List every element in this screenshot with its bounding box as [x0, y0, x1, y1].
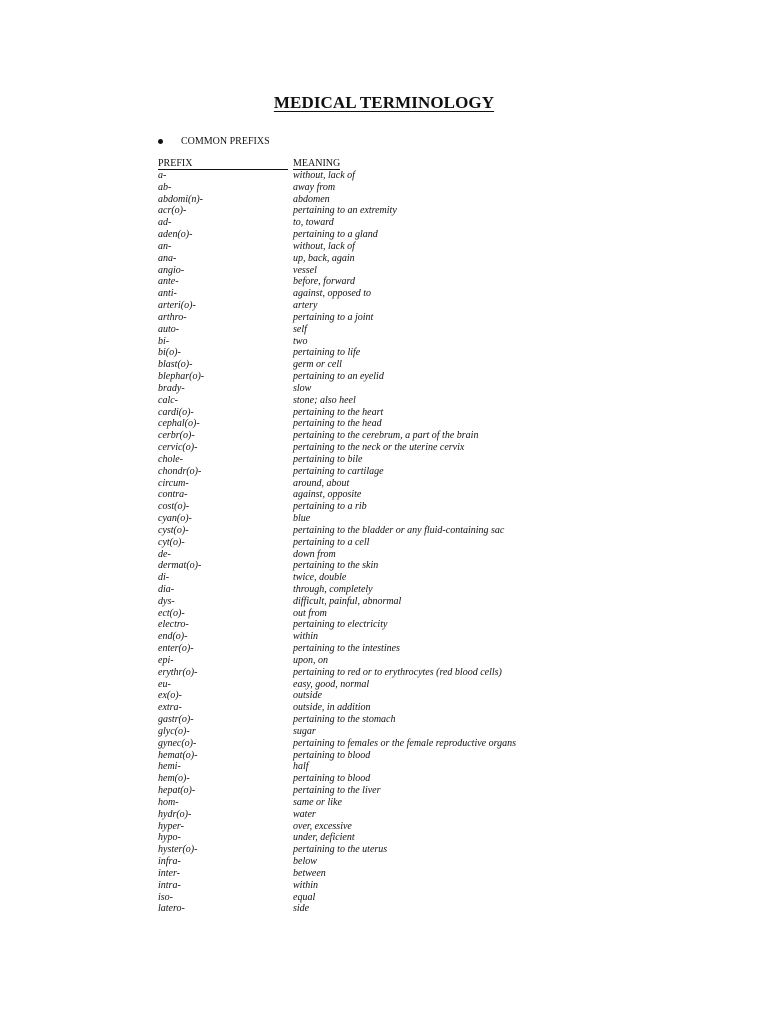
meaning-cell: pertaining to cartilage	[293, 465, 384, 477]
meaning-cell: over, excessive	[293, 820, 352, 832]
prefix-cell: chondr(o)-	[158, 465, 202, 477]
table-row	[158, 395, 558, 407]
meaning-cell: up, back, again	[293, 252, 355, 264]
meaning-cell: easy, good, normal	[293, 678, 370, 690]
table-row	[158, 702, 558, 714]
table-row	[158, 690, 558, 702]
prefix-cell: hyster(o)-	[158, 844, 198, 856]
prefix-cell: blast(o)-	[158, 359, 193, 371]
prefix-cell: circum-	[158, 477, 189, 489]
table-row	[158, 513, 558, 525]
meaning-cell: below	[293, 856, 317, 868]
meaning-cell: pertaining to an eyelid	[293, 371, 384, 383]
table-row	[158, 217, 558, 229]
table-row	[158, 194, 558, 206]
prefix-cell: extra-	[158, 702, 182, 714]
meaning-cell: pertaining to the bladder or any fluid-containing sac	[293, 524, 505, 536]
meaning-cell: without, lack of	[293, 240, 355, 252]
meaning-cell: pertaining to red or to erythrocytes (red blood cells)	[293, 666, 502, 678]
meaning-cell: vessel	[293, 264, 317, 276]
table-row	[158, 501, 558, 513]
table-row	[158, 418, 558, 430]
prefix-cell: ect(o)-	[158, 607, 185, 619]
table-row	[158, 596, 558, 608]
meaning-cell: self	[293, 323, 307, 335]
meaning-cell: pertaining to the intestines	[293, 643, 400, 655]
table-row	[158, 549, 558, 561]
meaning-cell: between	[293, 867, 326, 879]
prefix-cell: hem(o)-	[158, 773, 190, 785]
prefix-cell: aden(o)-	[158, 229, 193, 241]
meaning-cell: pertaining to the stomach	[293, 714, 396, 726]
meaning-cell: pertaining to bile	[293, 453, 363, 465]
meaning-cell: outside	[293, 690, 322, 702]
meaning-cell: difficult, painful, abnormal	[293, 595, 402, 607]
section-heading	[158, 136, 270, 147]
meaning-cell: side	[293, 903, 310, 915]
table-row	[158, 726, 558, 738]
table-row	[158, 809, 558, 821]
meaning-cell: pertaining to an extremity	[293, 205, 397, 217]
prefix-cell: angio-	[158, 264, 185, 276]
prefix-cell: enter(o)-	[158, 643, 194, 655]
meaning-cell: away from	[293, 181, 336, 193]
table-row	[158, 679, 558, 691]
table-row	[158, 785, 558, 797]
table-row	[158, 619, 558, 631]
meaning-cell: against, opposite	[293, 489, 362, 501]
prefix-cell: end(o)-	[158, 631, 188, 643]
column-header-prefix	[158, 158, 293, 170]
table-row	[158, 832, 558, 844]
prefix-cell: hemi-	[158, 761, 181, 773]
table-row	[158, 288, 558, 300]
prefix-cell: hom-	[158, 796, 179, 808]
prefix-cell: cyan(o)-	[158, 513, 192, 525]
bullet-icon	[158, 139, 163, 144]
prefix-cell: intra-	[158, 879, 181, 891]
page-title: MEDICAL TERMINOLOGY	[273, 93, 495, 112]
meaning-cell: equal	[293, 891, 316, 903]
prefix-cell: hypo-	[158, 832, 181, 844]
meaning-cell: pertaining to the liver	[293, 785, 381, 797]
meaning-cell: germ or cell	[293, 359, 342, 371]
table-row	[158, 797, 558, 809]
prefix-cell: cyst(o)-	[158, 524, 189, 536]
meaning-cell: within	[293, 631, 319, 643]
table-row	[158, 182, 558, 194]
prefix-cell: dia-	[158, 583, 175, 595]
meaning-cell: two	[293, 335, 308, 347]
meaning-cell: through, completely	[293, 583, 373, 595]
table-row	[158, 205, 558, 217]
prefix-cell: abdomi(n)-	[158, 193, 203, 205]
table-row	[158, 347, 558, 359]
prefix-cell: ad-	[158, 217, 172, 229]
meaning-cell: blue	[293, 513, 311, 525]
meaning-cell: abdomen	[293, 193, 330, 205]
table-row	[158, 903, 558, 915]
table-row	[158, 761, 558, 773]
table-row	[158, 572, 558, 584]
table-row	[158, 714, 558, 726]
meaning-cell: upon, on	[293, 654, 328, 666]
prefix-cell: a-	[158, 170, 167, 181]
prefix-cell: hemat(o)-	[158, 749, 198, 761]
meaning-cell: pertaining to a gland	[293, 229, 378, 241]
prefix-cell: infra-	[158, 856, 181, 868]
meaning-cell: half	[293, 761, 309, 773]
table-row	[158, 537, 558, 549]
table-row	[158, 359, 558, 371]
table-row	[158, 560, 558, 572]
meaning-cell: pertaining to the head	[293, 418, 382, 430]
meaning-cell: pertaining to electricity	[293, 619, 388, 631]
prefix-cell: brady-	[158, 382, 185, 394]
prefix-cell: auto-	[158, 323, 180, 335]
table-row	[158, 336, 558, 348]
prefix-cell: gastr(o)-	[158, 714, 194, 726]
table-row	[158, 454, 558, 466]
section-heading-text: COMMON PREFIXS	[181, 136, 270, 147]
table-row	[158, 312, 558, 324]
meaning-cell: slow	[293, 382, 312, 394]
meaning-cell: without, lack of	[293, 170, 355, 181]
prefix-cell: bi-	[158, 335, 170, 347]
prefix-cell: di-	[158, 572, 170, 584]
table-row	[158, 324, 558, 336]
prefix-cell: latero-	[158, 903, 185, 915]
table-row	[158, 880, 558, 892]
prefix-cell: erythr(o)-	[158, 666, 198, 678]
meaning-cell: outside, in addition	[293, 702, 371, 714]
meaning-cell: before, forward	[293, 276, 356, 288]
table-row	[158, 265, 558, 277]
prefix-cell: cervic(o)-	[158, 442, 198, 454]
column-header-meaning	[293, 158, 558, 170]
table-row	[158, 856, 558, 868]
prefix-cell: cyt(o)-	[158, 536, 185, 548]
prefix-cell: ante-	[158, 276, 179, 288]
meaning-cell: pertaining to a rib	[293, 501, 367, 513]
table-row	[158, 371, 558, 383]
table-row	[158, 430, 558, 442]
meaning-cell: pertaining to a joint	[293, 311, 374, 323]
meaning-cell: pertaining to the skin	[293, 560, 379, 572]
meaning-cell: pertaining to females or the female reproductive organs	[293, 737, 517, 749]
meaning-cell: pertaining to a cell	[293, 536, 370, 548]
prefix-cell: hepat(o)-	[158, 785, 196, 797]
prefix-cell: iso-	[158, 891, 173, 903]
prefix-cell: inter-	[158, 867, 181, 879]
prefix-cell: ab-	[158, 181, 172, 193]
prefix-cell: hydr(o)-	[158, 808, 192, 820]
prefix-cell: cephal(o)-	[158, 418, 200, 430]
prefix-cell: eu-	[158, 678, 171, 690]
prefix-cell: acr(o)-	[158, 205, 187, 217]
prefix-cell: electro-	[158, 619, 189, 631]
meaning-cell: pertaining to the neck or the uterine cervix	[293, 442, 465, 454]
table-row	[158, 300, 558, 312]
prefix-cell: cardi(o)-	[158, 406, 194, 418]
prefix-cell: dys-	[158, 595, 175, 607]
prefix-cell: arthro-	[158, 311, 187, 323]
meaning-cell: pertaining to blood	[293, 749, 371, 761]
prefix-cell: bi(o)-	[158, 347, 181, 359]
table-row	[158, 868, 558, 880]
table-row	[158, 276, 558, 288]
table-row	[158, 738, 558, 750]
prefix-cell: hyper-	[158, 820, 184, 832]
table-row	[158, 667, 558, 679]
meaning-cell: artery	[293, 300, 318, 312]
prefix-cell: an-	[158, 240, 172, 252]
table-row	[158, 643, 558, 655]
prefix-cell: ex(o)-	[158, 690, 182, 702]
meaning-cell: down from	[293, 548, 336, 560]
meaning-cell: same or like	[293, 796, 342, 808]
prefix-cell: epi-	[158, 654, 174, 666]
table-row	[158, 229, 558, 241]
table-row	[158, 608, 558, 620]
meaning-cell: pertaining to blood	[293, 773, 371, 785]
meaning-cell: twice, double	[293, 572, 347, 584]
table-header	[158, 158, 558, 170]
prefix-cell: ana-	[158, 252, 177, 264]
column-header-meaning-label: MEANING	[293, 158, 341, 169]
prefix-cell: contra-	[158, 489, 188, 501]
table-body	[158, 170, 558, 915]
prefix-cell: cost(o)-	[158, 501, 190, 513]
table-row	[158, 253, 558, 265]
table-row	[158, 407, 558, 419]
meaning-cell: out from	[293, 607, 327, 619]
meaning-cell: water	[293, 808, 316, 820]
table-row	[158, 821, 558, 833]
table-row	[158, 241, 558, 253]
table-row	[158, 631, 558, 643]
table-row	[158, 489, 558, 501]
meaning-cell: around, about	[293, 477, 350, 489]
table-row	[158, 750, 558, 762]
prefix-cell: cerbr(o)-	[158, 430, 195, 442]
table-row	[158, 844, 558, 856]
prefix-cell: glyc(o)-	[158, 725, 190, 737]
meaning-cell: sugar	[293, 725, 316, 737]
table-row	[158, 170, 558, 182]
column-header-prefix-label: PREFIX	[158, 158, 288, 170]
meaning-cell: pertaining to the cerebrum, a part of the brain	[293, 430, 479, 442]
prefix-table	[158, 158, 558, 915]
meaning-cell: stone; also heel	[293, 394, 356, 406]
meaning-cell: within	[293, 879, 319, 891]
prefix-cell: arteri(o)-	[158, 300, 196, 312]
table-row	[158, 466, 558, 478]
prefix-cell: de-	[158, 548, 171, 560]
meaning-cell: pertaining to life	[293, 347, 361, 359]
meaning-cell: to, toward	[293, 217, 334, 229]
table-row	[158, 655, 558, 667]
prefix-cell: calc-	[158, 394, 178, 406]
table-row	[158, 584, 558, 596]
prefix-cell: dermat(o)-	[158, 560, 202, 572]
meaning-cell: pertaining to the heart	[293, 406, 384, 418]
table-row	[158, 892, 558, 904]
table-row	[158, 442, 558, 454]
table-row	[158, 478, 558, 490]
prefix-cell: anti-	[158, 288, 177, 300]
table-row	[158, 773, 558, 785]
meaning-cell: under, deficient	[293, 832, 355, 844]
meaning-cell: pertaining to the uterus	[293, 844, 388, 856]
meaning-cell: against, opposed to	[293, 288, 372, 300]
table-row	[158, 525, 558, 537]
prefix-cell: blephar(o)-	[158, 371, 205, 383]
table-row	[158, 383, 558, 395]
prefix-cell: chole-	[158, 453, 183, 465]
prefix-cell: gynec(o)-	[158, 737, 197, 749]
